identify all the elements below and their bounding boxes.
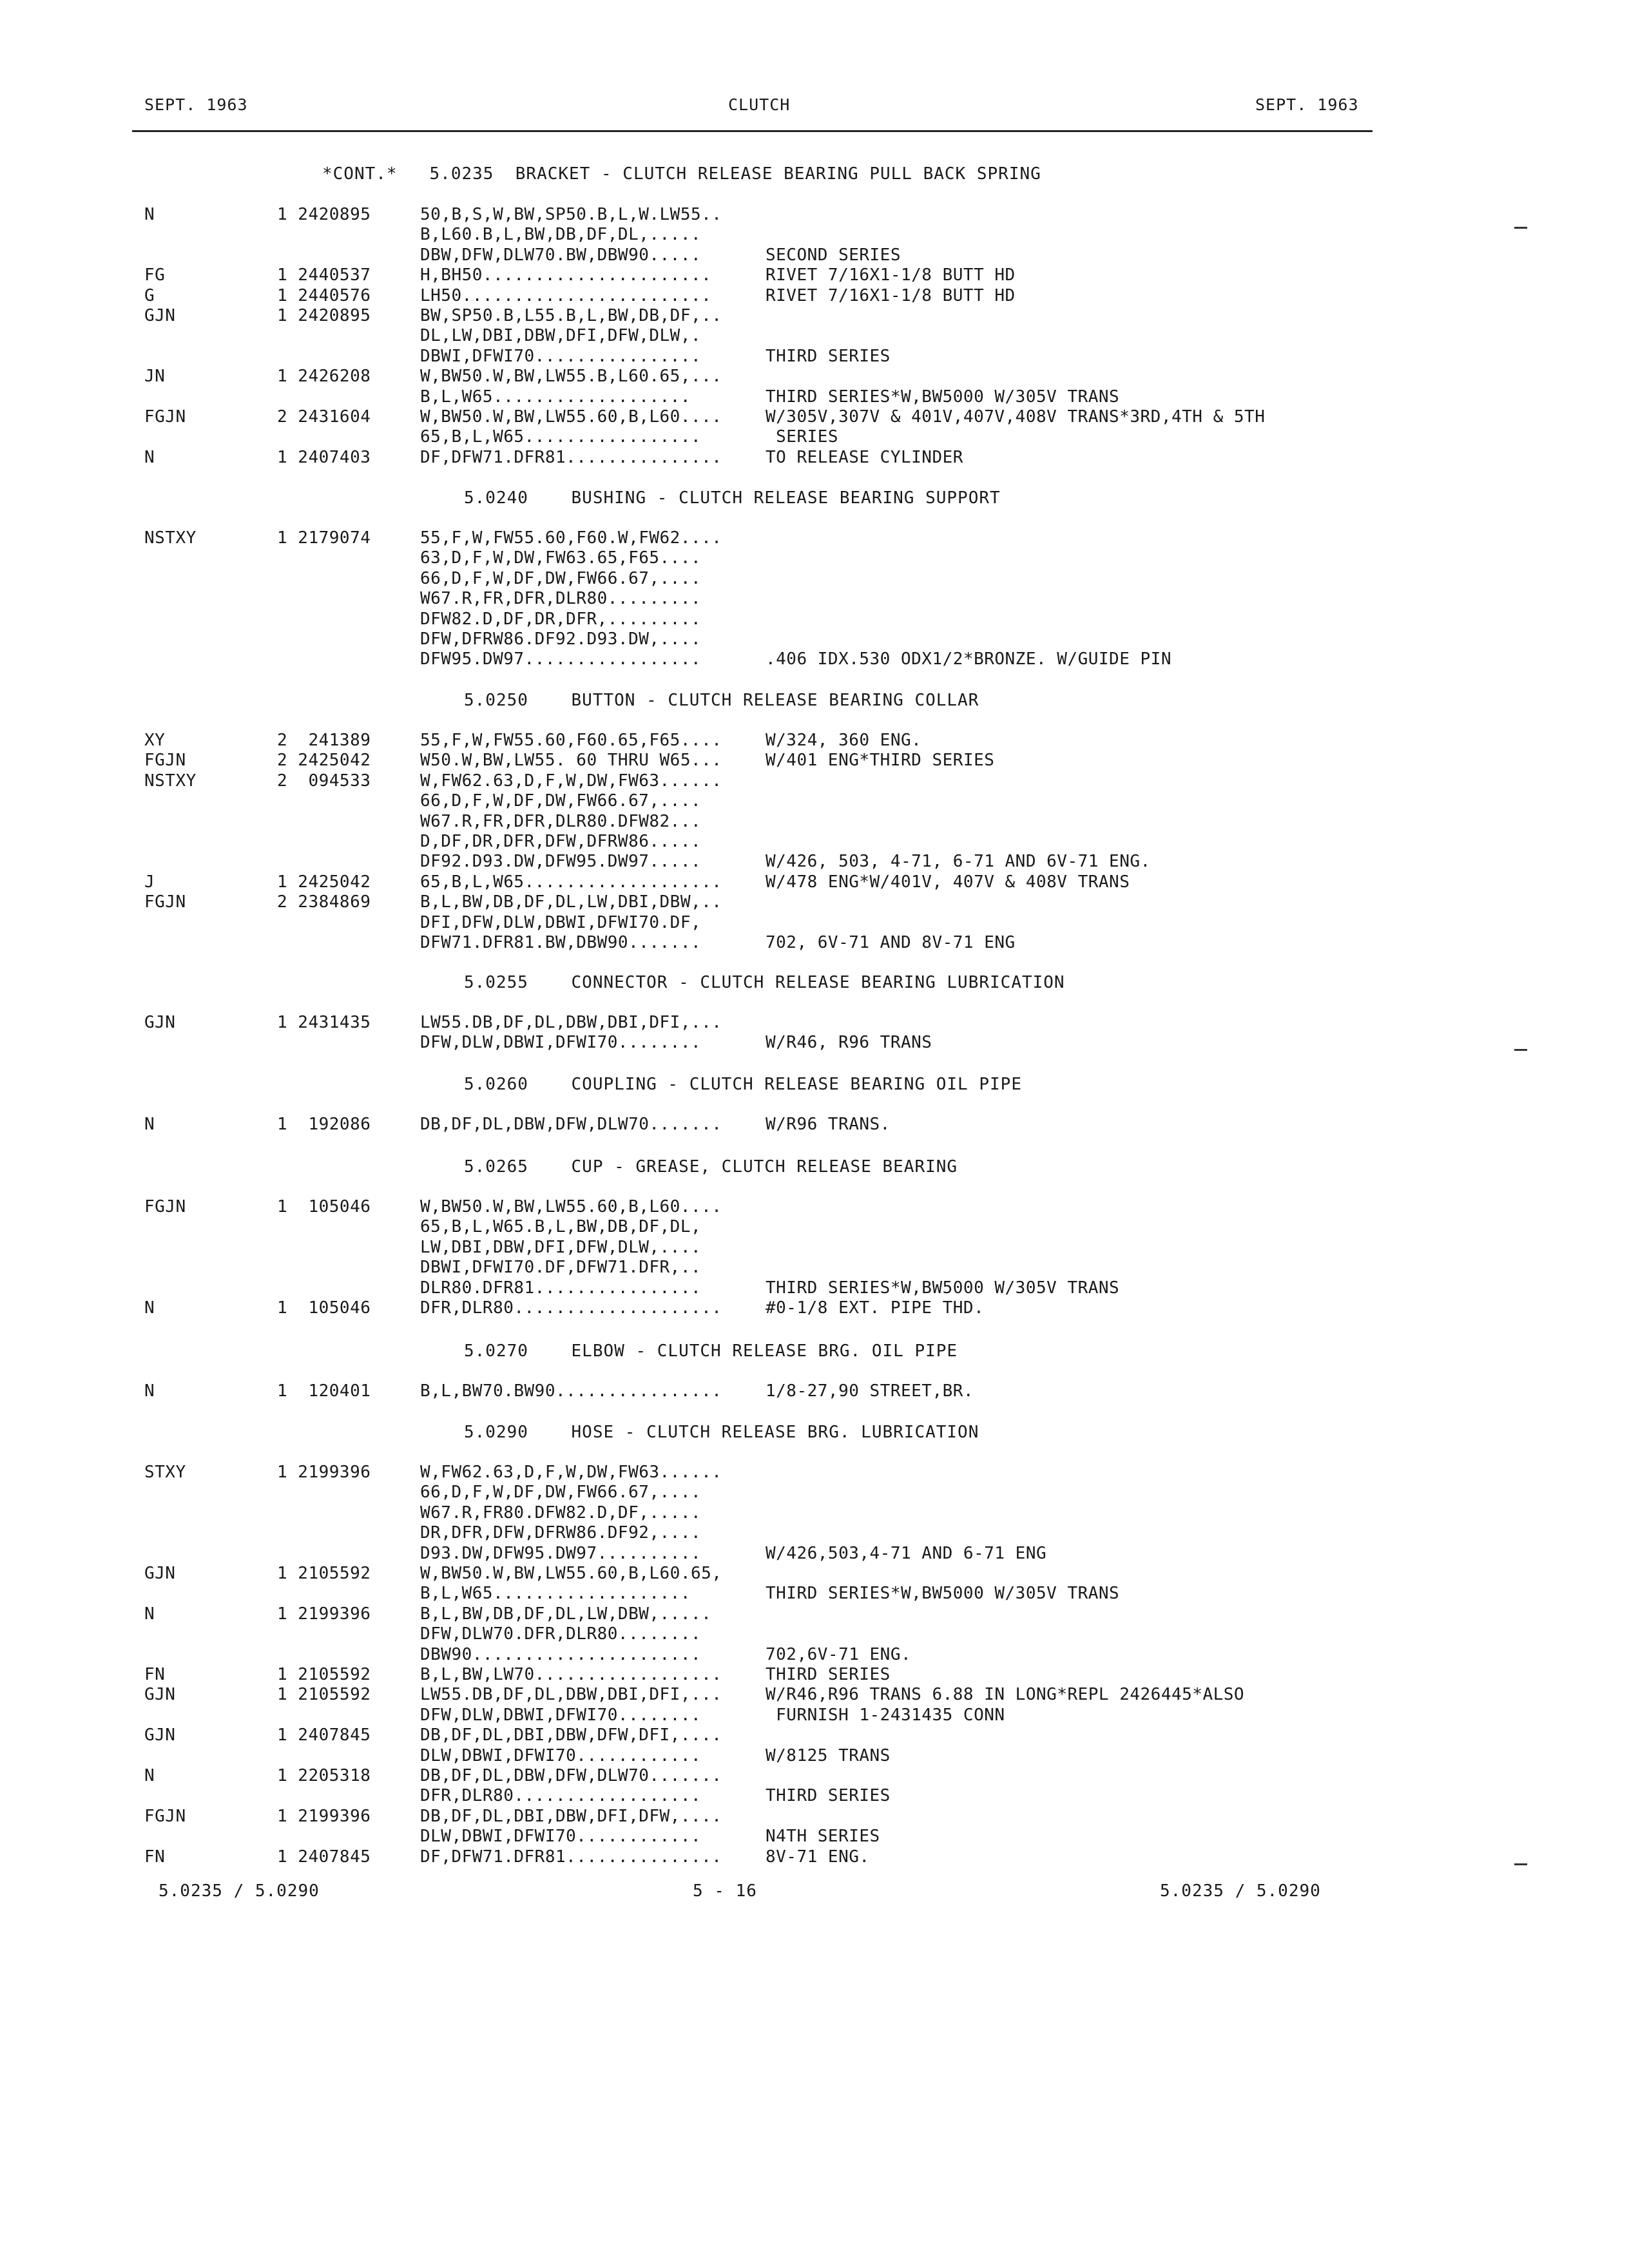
margin-mark: [1514, 1863, 1527, 1865]
model-list: B,L,W65...................: [420, 1584, 691, 1604]
model-list: 66,D,F,W,DF,DW,FW66.67,....: [420, 791, 702, 811]
model-list: W,BW50.W,BW,LW55.B,L60.65,...: [420, 367, 722, 387]
model-list: W,BW50.W,BW,LW55.60,B,L60....: [420, 407, 722, 427]
model-list: DB,DF,DL,DBW,DFW,DLW70.......: [420, 1766, 722, 1785]
qty-part-number: 1 2199396: [277, 1604, 371, 1624]
qty-part-number: 1 2420895: [277, 205, 371, 224]
header-center: CLUTCH: [728, 95, 791, 114]
header-left: SEPT. 1963: [144, 95, 248, 114]
description: 8V-71 ENG.: [766, 1847, 870, 1867]
description: RIVET 7/16X1-1/8 BUTT HD: [766, 265, 1016, 285]
model-list: B,L60.B,L,BW,DB,DF,DL,.....: [420, 225, 702, 245]
qty-part-number: 2 2425042: [277, 751, 371, 771]
model-codes: N: [144, 205, 155, 224]
description: 1/8-27,90 STREET,BR.: [766, 1381, 974, 1401]
description: THIRD SERIES*W,BW5000 W/305V TRANS: [766, 1584, 1120, 1604]
model-list: W,FW62.63,D,F,W,DW,FW63......: [420, 771, 722, 791]
model-list: DF,DFW71.DFR81...............: [420, 447, 722, 467]
model-list: W67.R,FR,DFR,DLR80.........: [420, 589, 702, 609]
model-codes: FN: [144, 1847, 166, 1867]
description: W/324, 360 ENG.: [766, 731, 922, 750]
model-list: D,DF,DR,DFR,DFW,DFRW86.....: [420, 832, 702, 851]
qty-part-number: 1 2420895: [277, 306, 371, 325]
description: W/478 ENG*W/401V, 407V & 408V TRANS: [766, 872, 1130, 892]
model-codes: GJN: [144, 1564, 176, 1583]
qty-part-number: 1 2205318: [277, 1766, 371, 1785]
model-list: B,L,BW,DB,DF,DL,LW,DBI,DBW,..: [420, 892, 722, 912]
model-list: DFR,DLR80....................: [420, 1298, 722, 1318]
description: W/401 ENG*THIRD SERIES: [766, 751, 995, 771]
model-codes: GJN: [144, 1725, 176, 1745]
model-list: D93.DW,DFW95.DW97..........: [420, 1543, 702, 1563]
model-list: DFW82.D,DF,DR,DFR,.........: [420, 609, 702, 629]
model-codes: N: [144, 1604, 155, 1624]
model-list: DFW,DLW70.DFR,DLR80........: [420, 1624, 702, 1644]
qty-part-number: 1 2105592: [277, 1564, 371, 1583]
model-list: DF92.D93.DW,DFW95.DW97.....: [420, 852, 702, 872]
model-list: DFW95.DW97.................: [420, 649, 702, 669]
model-codes: NSTXY: [144, 771, 197, 791]
model-list: BW,SP50.B,L55.B,L,BW,DB,DF,..: [420, 306, 722, 325]
model-codes: N: [144, 1115, 155, 1134]
footer-left: 5.0235 / 5.0290: [159, 1881, 320, 1901]
model-list: DB,DF,DL,DBW,DFW,DLW70.......: [420, 1115, 722, 1134]
model-list: DFI,DFW,DLW,DBWI,DFWI70.DF,: [420, 912, 702, 932]
description: THIRD SERIES*W,BW5000 W/305V TRANS: [766, 387, 1120, 407]
model-list: DF,DFW71.DFR81...............: [420, 1847, 722, 1867]
model-codes: GJN: [144, 1013, 176, 1032]
section-title: 5.0265 CUP - GREASE, CLUTCH RELEASE BEARING: [464, 1157, 958, 1177]
qty-part-number: 1 2407845: [277, 1847, 371, 1867]
model-codes: NSTXY: [144, 528, 197, 548]
description: SERIES: [766, 427, 839, 447]
model-codes: N: [144, 1766, 155, 1785]
model-codes: N: [144, 1298, 155, 1318]
description: SECOND SERIES: [766, 245, 901, 265]
model-list: DB,DF,DL,DBI,DBW,DFI,DFW,....: [420, 1806, 722, 1826]
description: 702,6V-71 ENG.: [766, 1644, 912, 1664]
model-list: 65,B,L,W65.................: [420, 427, 702, 447]
qty-part-number: 1 105046: [277, 1298, 371, 1318]
qty-part-number: 1 2407403: [277, 447, 371, 467]
section-title: 5.0260 COUPLING - CLUTCH RELEASE BEARING OIL PIPE: [464, 1075, 1022, 1094]
model-list: DFW,DFRW86.DF92.D93.DW,....: [420, 629, 702, 649]
qty-part-number: 1 2105592: [277, 1685, 371, 1705]
model-list: DLW,DBWI,DFWI70............: [420, 1745, 702, 1765]
footer-page-number: 5 - 16: [693, 1881, 757, 1901]
model-list: DL,LW,DBI,DBW,DFI,DFW,DLW,.: [420, 326, 702, 346]
model-codes: FGJN: [144, 1197, 186, 1216]
model-list: DLR80.DFR81................: [420, 1278, 702, 1298]
model-list: W67.R,FR80.DFW82.D,DF,.....: [420, 1503, 702, 1523]
qty-part-number: 2 094533: [277, 771, 371, 791]
footer-right: 5.0235 / 5.0290: [1160, 1881, 1321, 1901]
model-list: DBWI,DFWI70................: [420, 346, 702, 366]
description: THIRD SERIES: [766, 346, 891, 366]
description: #0-1/8 EXT. PIPE THD.: [766, 1298, 985, 1318]
qty-part-number: 2 2384869: [277, 892, 371, 912]
model-list: H,BH50......................: [420, 265, 712, 285]
model-codes: FGJN: [144, 892, 186, 912]
model-list: 66,D,F,W,DF,DW,FW66.67,....: [420, 568, 702, 588]
description: RIVET 7/16X1-1/8 BUTT HD: [766, 285, 1016, 305]
qty-part-number: 1 2425042: [277, 872, 371, 892]
description: W/R46,R96 TRANS 6.88 IN LONG*REPL 2426445*ALSO: [766, 1685, 1245, 1705]
description: W/R96 TRANS.: [766, 1115, 891, 1134]
qty-part-number: 1 2199396: [277, 1463, 371, 1482]
description: .406 IDX.530 ODX1/2*BRONZE. W/GUIDE PIN: [766, 649, 1171, 669]
model-codes: FGJN: [144, 407, 186, 427]
model-codes: FN: [144, 1665, 166, 1684]
model-list: LW55.DB,DF,DL,DBW,DBI,DFI,...: [420, 1685, 722, 1705]
description: N4TH SERIES: [766, 1827, 880, 1847]
description: W/R46, R96 TRANS: [766, 1033, 932, 1053]
qty-part-number: 1 2199396: [277, 1806, 371, 1826]
section-title: *CONT.* 5.0235 BRACKET - CLUTCH RELEASE BEARING PULL BACK SPRING: [322, 164, 1041, 184]
model-codes: FGJN: [144, 1806, 186, 1826]
model-codes: FG: [144, 265, 166, 285]
model-list: B,L,W65...................: [420, 387, 691, 407]
model-list: 63,D,F,W,DW,FW63.65,F65....: [420, 548, 702, 568]
qty-part-number: 2 2431604: [277, 407, 371, 427]
model-list: LH50........................: [420, 285, 712, 305]
model-list: DFW,DLW,DBWI,DFWI70........: [420, 1033, 702, 1053]
model-codes: FGJN: [144, 751, 186, 771]
model-list: 55,F,W,FW55.60,F60.W,FW62....: [420, 528, 722, 548]
model-codes: GJN: [144, 1685, 176, 1705]
description: W/426, 503, 4-71, 6-71 AND 6V-71 ENG.: [766, 852, 1151, 872]
model-list: DFR,DLR80..................: [420, 1786, 702, 1806]
model-list: W67.R,FR,DFR,DLR80.DFW82...: [420, 811, 702, 831]
model-list: W,BW50.W,BW,LW55.60,B,L60.65,: [420, 1564, 722, 1583]
model-codes: GJN: [144, 306, 176, 325]
model-codes: J: [144, 872, 155, 892]
model-list: DFW71.DFR81.BW,DBW90.......: [420, 933, 702, 952]
qty-part-number: 1 2431435: [277, 1013, 371, 1032]
model-list: DFW,DLW,DBWI,DFWI70........: [420, 1705, 702, 1725]
model-list: W,BW50.W,BW,LW55.60,B,L60....: [420, 1197, 722, 1216]
qty-part-number: 1 2179074: [277, 528, 371, 548]
model-list: DBWI,DFWI70.DF,DFW71.DFR,..: [420, 1258, 702, 1278]
model-codes: G: [144, 285, 155, 305]
model-list: 65,B,L,W65...................: [420, 872, 722, 892]
margin-mark: [1514, 227, 1527, 229]
qty-part-number: 1 2407845: [277, 1725, 371, 1745]
section-title: 5.0290 HOSE - CLUTCH RELEASE BRG. LUBRICATION: [464, 1423, 979, 1442]
description: TO RELEASE CYLINDER: [766, 447, 963, 467]
qty-part-number: 1 2440537: [277, 265, 371, 285]
model-list: DB,DF,DL,DBI,DBW,DFW,DFI,....: [420, 1725, 722, 1745]
section-title: 5.0240 BUSHING - CLUTCH RELEASE BEARING SUPPORT: [464, 488, 1001, 508]
margin-mark: [1514, 1049, 1527, 1051]
model-codes: N: [144, 1381, 155, 1401]
model-list: B,L,BW70.BW90................: [420, 1381, 722, 1401]
qty-part-number: 1 2426208: [277, 367, 371, 387]
model-list: W50.W,BW,LW55. 60 THRU W65...: [420, 751, 722, 771]
model-list: DBW,DFW,DLW70.BW,DBW90.....: [420, 245, 702, 265]
qty-part-number: 1 2440576: [277, 285, 371, 305]
model-list: 65,B,L,W65.B,L,BW,DB,DF,DL,: [420, 1217, 702, 1237]
qty-part-number: 1 192086: [277, 1115, 371, 1134]
model-list: B,L,BW,DB,DF,DL,LW,DBW,.....: [420, 1604, 712, 1624]
header-right: SEPT. 1963: [1255, 95, 1359, 114]
description: W/305V,307V & 401V,407V,408V TRANS*3RD,4TH & 5TH: [766, 407, 1266, 427]
model-list: LW55.DB,DF,DL,DBW,DBI,DFI,...: [420, 1013, 722, 1032]
model-codes: STXY: [144, 1463, 186, 1482]
qty-part-number: 1 105046: [277, 1197, 371, 1216]
description: THIRD SERIES*W,BW5000 W/305V TRANS: [766, 1278, 1120, 1298]
model-list: W,FW62.63,D,F,W,DW,FW63......: [420, 1463, 722, 1482]
model-list: LW,DBI,DBW,DFI,DFW,DLW,....: [420, 1237, 702, 1257]
model-list: DR,DFR,DFW,DFRW86.DF92,....: [420, 1523, 702, 1543]
qty-part-number: 1 2105592: [277, 1665, 371, 1684]
description: THIRD SERIES: [766, 1786, 891, 1806]
section-title: 5.0250 BUTTON - CLUTCH RELEASE BEARING COLLAR: [464, 691, 979, 710]
description: 702, 6V-71 AND 8V-71 ENG: [766, 933, 1016, 952]
section-title: 5.0255 CONNECTOR - CLUTCH RELEASE BEARING LUBRICATION: [464, 973, 1065, 992]
qty-part-number: 2 241389: [277, 731, 371, 750]
model-codes: N: [144, 447, 155, 467]
description: W/426,503,4-71 AND 6-71 ENG: [766, 1543, 1047, 1563]
model-list: DBW90......................: [420, 1644, 702, 1664]
qty-part-number: 1 120401: [277, 1381, 371, 1401]
description: W/8125 TRANS: [766, 1745, 891, 1765]
description: THIRD SERIES: [766, 1665, 891, 1684]
model-list: DLW,DBWI,DFWI70............: [420, 1827, 702, 1847]
header-rule: [132, 130, 1373, 132]
model-list: 55,F,W,FW55.60,F60.65,F65....: [420, 731, 722, 750]
model-list: 66,D,F,W,DF,DW,FW66.67,....: [420, 1483, 702, 1503]
model-codes: JN: [144, 367, 166, 387]
model-list: 50,B,S,W,BW,SP50.B,L,W.LW55..: [420, 205, 722, 224]
model-codes: XY: [144, 731, 166, 750]
section-title: 5.0270 ELBOW - CLUTCH RELEASE BRG. OIL PIPE: [464, 1341, 958, 1361]
model-list: B,L,BW,LW70..................: [420, 1665, 722, 1684]
description: FURNISH 1-2431435 CONN: [766, 1705, 1005, 1725]
